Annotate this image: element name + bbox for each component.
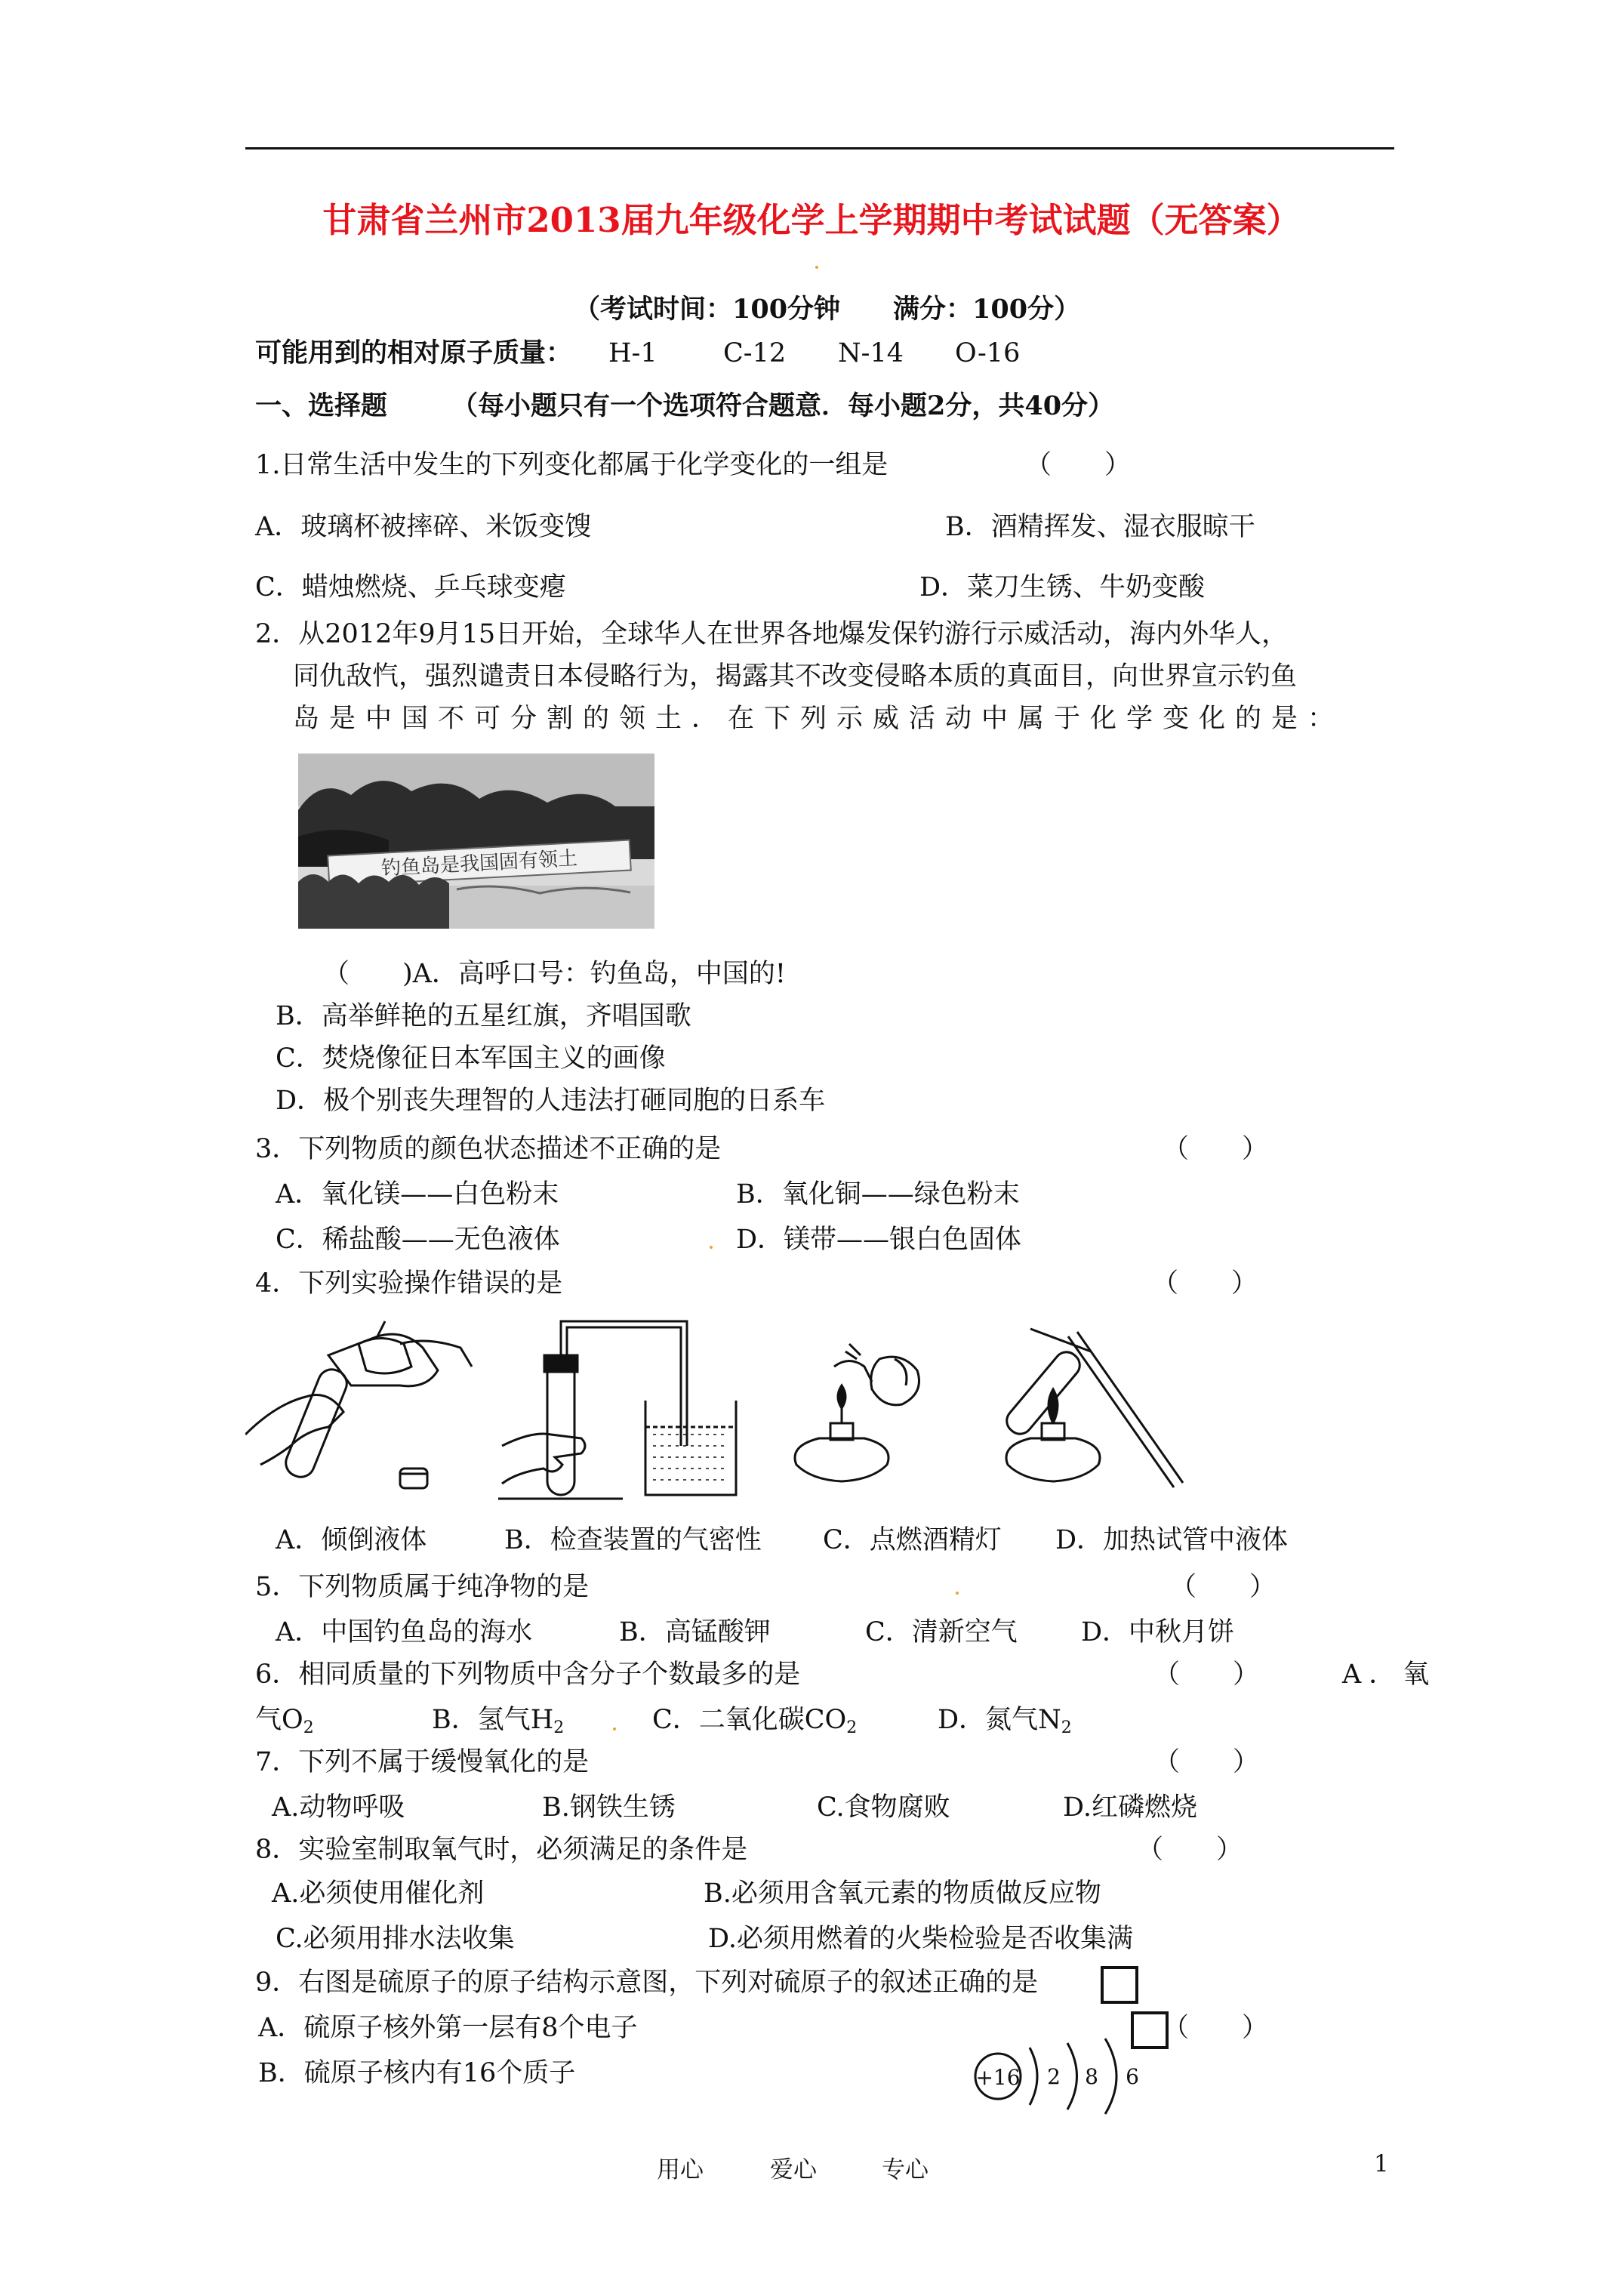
q8-option-c: C.必须用排水法收集 xyxy=(276,1924,515,1954)
q2-option-b: B．高举鲜艳的五星红旗，齐唱国歌 xyxy=(276,1001,691,1031)
q4-stem: 4．下列实验操作错误的是 xyxy=(255,1268,563,1299)
q8-option-d: D.必须用燃着的火柴检验是否收集满 xyxy=(708,1924,1133,1954)
atomic-mass-h: H-1 xyxy=(608,338,658,368)
q7-option-b: B.钢铁生锈 xyxy=(542,1792,676,1823)
protest-photo xyxy=(298,754,654,929)
stray-dot xyxy=(956,1592,959,1595)
q9-blank: （ ） xyxy=(1163,2013,1269,2043)
section-heading: 一、选择题 xyxy=(255,390,388,421)
q7-blank: （ ） xyxy=(1153,1747,1260,1777)
q4-option-d: D．加热试管中液体 xyxy=(1055,1525,1289,1555)
q6-option-b: B．氢气$H_2$ xyxy=(432,1705,565,1737)
q1-stem: 1.日常生活中发生的下列变化都属于化学变化的一组是 xyxy=(255,450,888,480)
section-note: （每小题只有一个选项符合题意．每小题2分，共40分） xyxy=(451,390,1115,421)
footer-item-1: 用心 xyxy=(657,2156,704,2184)
shell-3-count: 6 xyxy=(1126,2064,1139,2089)
q5-option-d: D．中秋月饼 xyxy=(1081,1617,1235,1647)
atomic-mass-o: O-16 xyxy=(955,338,1021,368)
q4-blank: （ ） xyxy=(1152,1268,1258,1299)
shell-1-count: 2 xyxy=(1047,2064,1061,2089)
q2-line2: 同仇敌忾，强烈谴责日本侵略行为，揭露其不改变侵略本质的真面目，向世界宣示钓鱼 xyxy=(293,661,1298,692)
atomic-mass-c: C-12 xyxy=(723,338,787,368)
q6-stem: 6．相同质量的下列物质中含分子个数最多的是 xyxy=(255,1660,801,1690)
q3-option-b: B．氧化铜——绿色粉末 xyxy=(736,1179,1020,1210)
q1-option-d: D．菜刀生锈、牛奶变酸 xyxy=(919,572,1206,603)
exam-info: （考试时间：100分钟 满分：100分） xyxy=(574,294,1081,325)
q8-blank: （ ） xyxy=(1137,1835,1243,1865)
q1-option-a: A．玻璃杯被摔碎、米饭变馊 xyxy=(255,512,592,542)
q4-option-c: C．点燃酒精灯 xyxy=(823,1525,1002,1555)
footer-item-3: 专心 xyxy=(882,2156,929,2184)
answer-box xyxy=(1101,1966,1138,2004)
q7-option-a: A.动物呼吸 xyxy=(272,1792,405,1823)
q3-option-d: D．镁带——银白色固体 xyxy=(736,1225,1022,1255)
airtightness-check-illustration xyxy=(498,1321,736,1499)
stray-dot xyxy=(710,1246,713,1249)
q8-option-a: A.必须使用催化剂 xyxy=(272,1878,485,1909)
q6-blank: （ ） xyxy=(1153,1660,1260,1690)
q2-line1: 2．从2012年9月15日开始，全球华人在世界各地爆发保钓游行示威活动，海内外华人， xyxy=(255,619,1289,649)
q6-option-d: D．氮气$N_2$ xyxy=(938,1705,1072,1737)
protest-banner-text: 钓鱼岛是我国固有领土 xyxy=(380,847,578,880)
q2-option-a: （ )A．高呼口号：钓鱼岛，中国的! xyxy=(323,959,786,989)
alcohol-lamp-lighting-illustration xyxy=(795,1344,919,1481)
q4-option-b: B．检查装置的气密性 xyxy=(504,1525,762,1555)
lab-operations-figure xyxy=(245,1314,1196,1502)
q7-option-c: C.食物腐败 xyxy=(817,1792,950,1823)
footer-item-2: 爱心 xyxy=(770,2156,817,2184)
stray-dot xyxy=(613,1727,616,1730)
q4-option-a: A．倾倒液体 xyxy=(276,1525,427,1555)
sulfur-atom-diagram xyxy=(969,2031,1166,2122)
q3-option-a: A．氧化镁——白色粉末 xyxy=(276,1179,559,1210)
q5-option-a: A．中国钓鱼岛的海水 xyxy=(276,1617,533,1647)
q5-stem: 5．下列物质属于纯净物的是 xyxy=(255,1572,590,1602)
q6-option-a-head: A．氧 xyxy=(1342,1660,1437,1690)
q3-option-c: C．稀盐酸——无色液体 xyxy=(276,1225,560,1255)
q5-option-b: B．高锰酸钾 xyxy=(619,1617,771,1647)
q8-option-b: B.必须用含氧元素的物质做反应物 xyxy=(704,1878,1101,1909)
page-number: 1 xyxy=(1374,2150,1389,2177)
q7-option-d: D.红磷燃烧 xyxy=(1063,1792,1197,1823)
q1-option-c: C．蜡烛燃烧、乒乓球变瘪 xyxy=(255,572,566,603)
heating-test-tube-illustration xyxy=(1002,1329,1183,1487)
q5-option-c: C．清新空气 xyxy=(865,1617,1018,1647)
shell-2-count: 8 xyxy=(1085,2064,1098,2089)
q9-option-b: B．硫原子核内有16个质子 xyxy=(258,2058,576,2088)
q1-option-b: B．酒精挥发、湿衣服晾干 xyxy=(945,512,1255,542)
q1-blank: （ ） xyxy=(1025,450,1132,480)
atomic-mass-n: N-14 xyxy=(838,338,904,368)
stray-dot xyxy=(815,266,818,269)
q7-stem: 7．下列不属于缓慢氧化的是 xyxy=(255,1747,590,1777)
q5-blank: （ ） xyxy=(1170,1572,1277,1602)
q2-option-c: C．焚烧像征日本军国主义的画像 xyxy=(276,1043,666,1074)
q6-option-a-tail: 气$O_2$ xyxy=(255,1705,314,1737)
q6-option-c: C．二氧化碳$CO_2$ xyxy=(652,1705,858,1737)
nucleus-charge: +16 xyxy=(975,2065,1021,2090)
q9-stem: 9．右图是硫原子的原子结构示意图，下列对硫原子的叙述正确的是 xyxy=(255,1968,1039,1998)
q2-option-d: D．极个别丧失理智的人违法打砸同胞的日系车 xyxy=(276,1086,826,1116)
page-title: 甘肃省兰州市2013届九年级化学上学期期中考试试题（无答案） xyxy=(322,200,1301,240)
q3-stem: 3．下列物质的颜色状态描述不正确的是 xyxy=(255,1134,722,1164)
atomic-mass-label: 可能用到的相对原子质量： xyxy=(255,337,573,368)
q2-line3: 岛是中国不可分割的领土．在下列示威活动中属于化学变化的是： xyxy=(293,704,1344,734)
q8-stem: 8．实验室制取氧气时，必须满足的条件是 xyxy=(255,1835,748,1865)
pouring-liquid-illustration xyxy=(245,1321,472,1488)
header-rule xyxy=(245,147,1394,149)
q9-option-a: A．硫原子核外第一层有8个电子 xyxy=(258,2013,638,2043)
q3-blank: （ ） xyxy=(1163,1134,1269,1164)
